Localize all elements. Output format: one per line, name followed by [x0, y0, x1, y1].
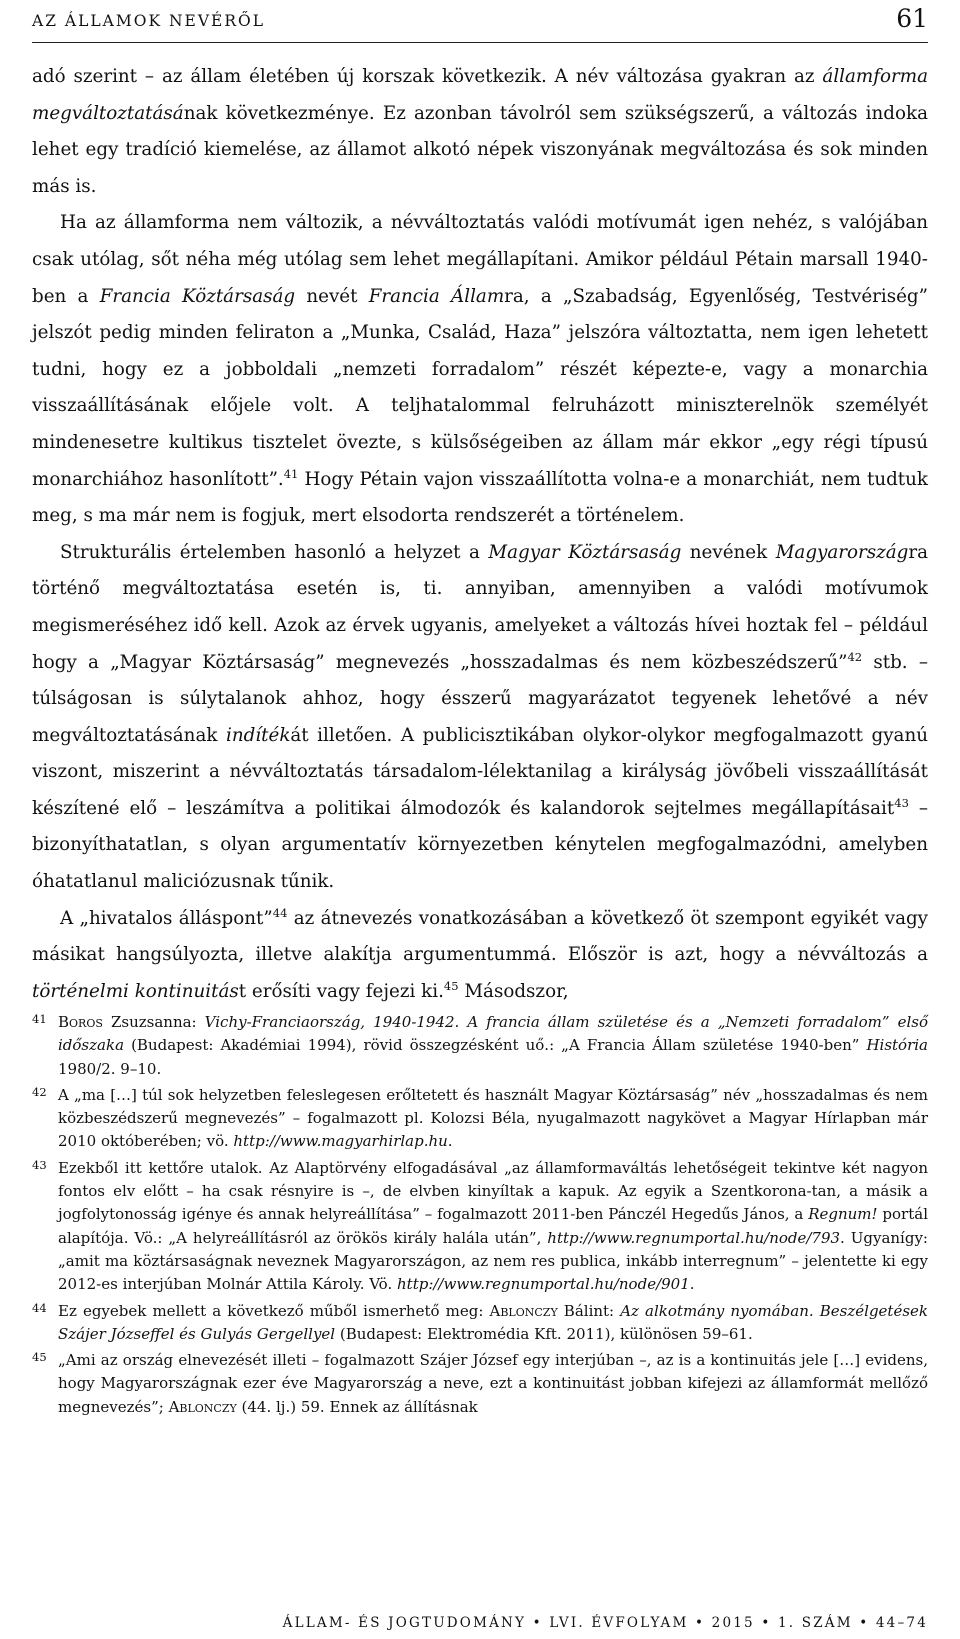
footnote-ref-43[interactable]: 43 [894, 795, 909, 810]
footnote-42: 42 A „ma […] túl sok helyzetben feleslegesen erőltetett és használt Magyar Köztársaság” név „hosszadalmas és nem közbeszédszerű megnevezés” – fogalmazott pl. Kolozsi Béla, nyugalmazott nagykövet a Magyar Hírlapban már 2010 októberében; vö. http://www.magyarhirlap.hu. [32, 1084, 928, 1154]
footnote-44: 44 Ez egyebek mellett a következő műből ismerhető meg: Ablonczy Bálint: Az alkotmány nyomában. Beszélgetések Szájer Józseffel és Gulyás Gergellyel (Budapest: Elektromédia Kft. 2011), különösen 59–61. [32, 1300, 928, 1347]
footnote-ref-45[interactable]: 45 [443, 978, 459, 993]
running-header [32, 2, 928, 43]
footnote-number: 41 [32, 1012, 47, 1026]
footnote-41: 41 Boros Zsuzsanna: Vichy-Franciaország, 1940-1942. A francia állam születése és a „Nemzeti forradalom” első időszaka (Budapest: Akadémiai 1994), rövid összegzésként uő.: „A Francia Állam születése 1940-ben” História 1980/2. 9–10. [32, 1011, 928, 1081]
footnote-number: 44 [32, 1300, 47, 1315]
footnote-link[interactable]: http://www.regnumportal.hu/node/901 [397, 1275, 690, 1294]
footnote-ref-44[interactable]: 44 [272, 905, 288, 920]
document-page [32, 0, 928, 1639]
paragraph-3: Strukturális értelemben hasonló a helyzet a Magyar Köztársaság nevének Magyarországra történő megváltoztatása esetén is, ti. annyiban, amennyiben a valódi motívumok megismeréséhez idő kell. Azok az érvek ugyanis, amelyeket a változás hívei hoztak fel – például hogy a „Magyar Köztársaság” megnevezés „hosszadalmas és nem közbeszédszerű”$^{42}$ stb. – túlságosan is súlytalanok ahhoz, hogy ésszerű magyarázatot tegyenek lehetővé a név megváltoztatásának indítékát illetően. A publicisztikában olykor-olykor megfogalmazott gyanú viszont, miszerint a névváltoztatás társadalom-lélektanilag a királyság jövőbeli visszaállítását készítené elő – leszámítva a politikai álmodozók és kalandorok sejtelmes megállapításait$^{43}$ – bizonyíthatatlan, s olyan argumentatív környezetben kénytelen megfogalmazódni, amelyben óhatatlanul maliciózusnak tűnik. [32, 541, 929, 893]
footnote-link[interactable]: http://www.regnumportal.hu/node/793 [547, 1228, 841, 1247]
paragraph-2: Ha az államforma nem változik, a névváltoztatás valódi motívumát igen nehéz, s valójában csak utólag, sőt néha még utólag sem lehet megállapítani. Amikor például Pétain marsall 1940-ben a Francia Köztársaság nevét Francia Államra, a „Szabadság, Egyenlőség, Testvériség” jelszót pedig minden feliraton a „Munka, Család, Haza” jelszóra változtatta, nem igen lehetett tudni, hogy ez a jobboldali „nemzeti forradalom” részét képezte-e, vagy a monarchia visszaállításának előjele volt. A teljhatalommal felruházott miniszterelnök személyét mindenesetre kultikus tisztelet övezte, s külsőségeiben az állam már ekkor „egy régi típusú monarchiához hasonlított”.$^{41}$ Hogy Pétain vajon visszaállította volna-e a monarchiát, nem tudtuk meg, s ma már nem is fogjuk, mert elsodorta rendszerét a történelem. [32, 212, 929, 527]
footnote-43: 43 Ezekből itt kettőre utalok. Az Alaptörvény elfogadásával „az államformaváltás lehetőségeit tekintve két nagyon fontos elv előtt – ha csak résnyire is –, de elvben kinyíltak a kapuk. Az egyik a Szentkorona-tan, a másik a jogfolytonosság igénye és annak helyreállítása” – fogalmazott 2011-ben Pánczél Hegedűs János, a Regnum! portál alapítója. Vö.: „A helyreállításról az örökös király halála után”, http://www.regnumportal.hu/node/793. Ugyanígy: „amit ma köztársaságnak neveznek Magyarországon, az nem res publica, inkább interregnum” – jelentette ki egy 2012-es interjúban Molnár Attila Károly. Vö. http://www.regnumportal.hu/node/901. [32, 1157, 928, 1297]
page-number: 61 [896, 4, 928, 33]
running-title: AZ ÁLLAMOK NEVÉRŐL [32, 12, 266, 30]
footnote-number: 42 [32, 1084, 47, 1099]
main-text [32, 59, 928, 1010]
footnote-ref-41[interactable]: 41 [283, 466, 299, 481]
paragraph-1: adó szerint – az állam életében új korszak következik. A név változása gyakran az államforma megváltoztatásának következménye. Ez azonban távolról sem szükségszerű, a változás indoka lehet egy tradíció kiemelése, az államot alkotó népek viszonyának megváltozása és sok minden más is. [32, 66, 928, 197]
footnote-link[interactable]: http://www.magyarhirlap.hu [233, 1132, 448, 1151]
paragraph-4: A „hivatalos álláspont”$^{44}$ az átnevezés vonatkozásában a következő öt szempont egyikét vagy másikat hangsúlyozta, illetve alakítja argumentummá. Először is azt, hogy a névváltozás a történelmi kontinuitást erősíti vagy fejezi ki.$^{45}$ Másodszor, [32, 905, 929, 1002]
footnote-45: 45 „Ami az ország elnevezését illeti – fogalmazott Szájer József egy interjúban –, az is a kontinuitás jele […] evidens, hogy Magyarországnak ezer éve Magyarország a neve, ezt a kontinuitást jobban kifejezi az államformát mellőző megnevezés”; Ablonczy (44. lj.) 59. Ennek az állításnak [32, 1349, 928, 1419]
journal-footer: ÁLLAM- ÉS JOGTUDOMÁNY • LVI. ÉVFOLYAM • 2015 • 1. SZÁM • 44–74 [282, 1615, 928, 1631]
footnotes [32, 1011, 928, 1422]
footnote-ref-42[interactable]: 42 [847, 649, 863, 664]
footnote-number: 45 [32, 1350, 47, 1365]
footnote-number: 43 [32, 1157, 47, 1172]
